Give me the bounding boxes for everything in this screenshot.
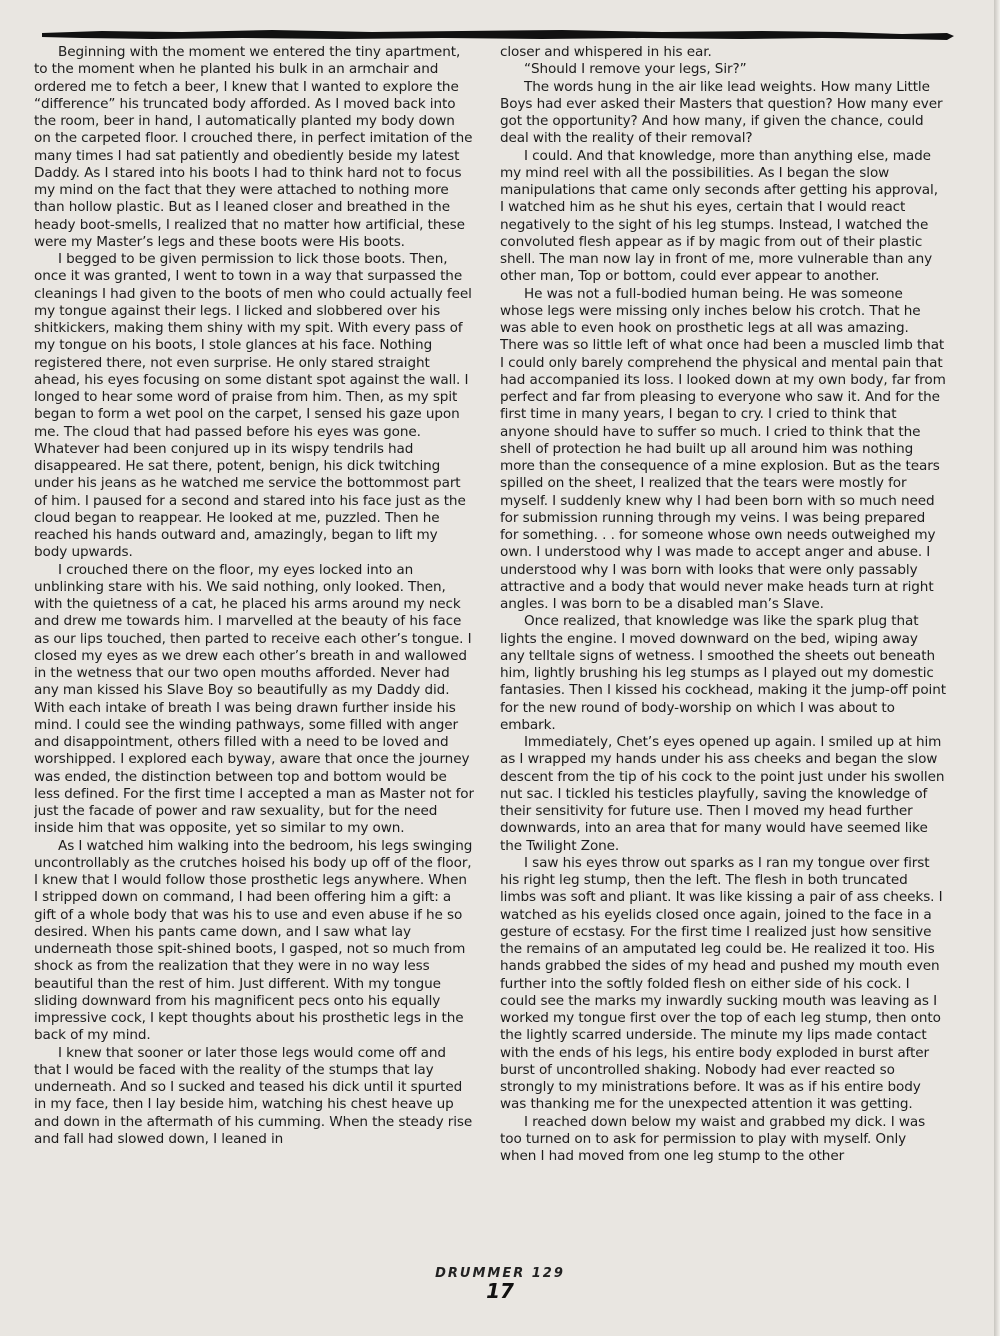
paragraph: As I watched him walking into the bedroom, his legs swinging uncontrollably as the crutches hoised his body up off of the floor, I knew that I would follow those prosthetic legs anywhere. When I stripped down on command, I had been offering him a gift: a gift of a whole body that was his to use and even abuse if he so desired. When his pants came down, and I saw what lay underneath those spit-shined boots, I gasped, not so much from shock as from the realization that they were in no way less beautiful than the rest of him. Just different. With my tongue sliding downward from his magnificent pecs onto his equally impressive cock, I kept thoughts about his prosthetic legs in the back of my mind. (34, 837, 473, 1044)
top-rule-brush-stroke (42, 26, 954, 44)
paragraph: I reached down below my waist and grabbed my dick. I was too turned on to ask for permission to play with myself. Only when I had moved from one leg stump to the other (500, 1113, 926, 1164)
paragraph: I begged to be given permission to lick those boots. Then, once it was granted, I went to town in a way that surpassed the cleanings I had given to the boots of men who could actually feel my tongue against their legs. I licked and slobbered over his shitkickers, making them shiny with my spit. With every pass of my tongue on his boots, I stole glances at his face. Nothing registered there, not even surprise. He only stared straight ahead, his eyes focusing on some distant spot against the wall. I longed to hear some word of praise from him. Then, as my spit began to form a wet pool on the carpet, I sensed his gaze upon me. The cloud that had passed before his eyes was gone. Whatever had been conjured up in its wispy tendrils had disappeared. He sat there, potent, benign, his dick twitching under his jeans as he watched me service the bottommost part of him. I paused for a second and stared into his face just as the cloud began to reappear. He looked at me, puzzled. Then he reached his hands outward and, amazingly, began to lift my body upwards. (34, 251, 472, 561)
paragraph: I crouched there on the floor, my eyes locked into an unblinking stare with his. We said nothing, only looked. Then, with the quietness of a cat, he placed his arms around my neck and drew me towards him. I marvelled at the beauty of his face as our lips touched, then parted to receive each other’s tongue. I closed my eyes as we drew each other’s breath in and wallowed in the wetness that our two open mouths afforded. Never had any man kissed his Slave Boy so beautifully as my Daddy did. With each intake of breath I was being drawn further inside his mind. I could see the winding pathways, some filled with anger and disappointment, others filled with a need to be loved and worshipped. I explored each byway, aware that once the journey was ended, the distinction between top and bottom would be less defined. For the first time I accepted a man as Master not for just the facade of power and raw sexuality, but for the need inside him that was opposite, yet so similar to my own. (34, 561, 474, 837)
page-edge-shadow (994, 0, 1000, 1336)
paragraph: The words hung in the air like lead weights. How many Little Boys had ever asked their Masters that question? How many ever got the opportunity? And how many, if given the chance, could deal with the reality of their removal? (500, 78, 943, 147)
article-right-column (500, 44, 946, 1254)
paragraph: Immediately, Chet’s eyes opened up again. I smiled up at him as I wrapped my hands under his ass cheeks and began the slow descent from the tip of his cock to the point just under his swollen nut sac. I tickled his testicles playfully, saving the knowledge of their sensitivity for future use. Then I moved my head further downwards, into an area that for many would have seemed like the Twilight Zone. (500, 734, 945, 854)
paragraph: Beginning with the moment we entered the tiny apartment, to the moment when he planted his bulk in an armchair and ordered me to fetch a beer, I knew that I wanted to explore the “difference” his truncated body afforded. As I moved back into the room, beer in hand, I automatically planted my body down on the carpeted floor. I crouched there, in perfect imitation of the many times I had sat patiently and obediently beside my latest Daddy. As I stared into his boots I had to think hard not to focus my mind on the fact that they were attached to nothing more than hollow plastic. But as I leaned closer and breathed in the heady boot-smells, I realized that no matter how artificial, these were my Master’s legs and these boots were His boots. (34, 44, 473, 250)
paragraph: I could. And that knowledge, more than anything else, made my mind reel with all the possibilities. As I began the slow manipulations that came only seconds after getting his approval, I watched him as he shut his eyes, certain that I would react negatively to the sight of his leg stumps. Instead, I watched the convoluted flesh appear as if by magic from out of their plastic shell. The man now lay in front of me, more vulnerable than any other man, Top or bottom, could ever appear to another. (500, 147, 938, 285)
paragraph: “Should I remove your legs, Sir?” (524, 61, 747, 78)
paragraph-continuation: closer and whispered in his ear. (500, 44, 712, 60)
publication-title: DRUMMER 129 (435, 1266, 565, 1281)
paragraph: Once realized, that knowledge was like the spark plug that lights the engine. I moved downward on the bed, wiping away any telltale signs of wetness. I smoothed the sheets out beneath him, lightly brushing his leg stumps as I played out my domestic fantasies. Then I kissed his cockhead, making it the jump-off point for the new round of body-worship on which I was about to embark. (500, 613, 946, 733)
paragraph: He was not a full-bodied human being. He was someone whose legs were missing only inches below his crotch. That he was able to even hook on prosthetic legs at all was amazing. There was so little left of what once had been a muscled limb that I could only barely comprehend the physical and mental pain that had accompanied its loss. I looked down at my own body, far from perfect and far from pleasing to everyone who saw it. And for the first time in many years, I began to cry. I cried to think that anyone should have to suffer so much. I cried to think that the shell of protection he had built up all around him was nothing more than the consequence of a mine explosion. But as the tears spilled on the sheet, I realized that the tears were mostly for myself. I suddenly knew why I had been born with so much need for submission running through my veins. I was being prepared for something. . . for someone whose own needs outweighed my own. I understood why I was made to accept anger and abuse. I understood why I was born with looks that were only passably attractive and a body that would never make heads turn at right angles. I was born to be a disabled man’s Slave. (500, 285, 946, 612)
paragraph: I saw his eyes throw out sparks as I ran my tongue over first his right leg stump, then the left. The flesh in both truncated limbs was soft and pliant. It was like kissing a pair of ass cheeks. I watched as his eyelids closed once again, joined to the face in a gesture of ecstasy. For the first time I realized just how sensitive the remains of an amputated leg could be. He realized it too. His hands grabbed the sides of my head and pushed my mouth even further into the softly folded flesh on either side of his cock. I could see the marks my inwardly sucking mouth was leaving as I worked my tongue first over the top of each leg stump, then onto the lightly scarred underside. The minute my lips made contact with the ends of his legs, his entire body exploded in burst after burst of uncontrolled shaking. Nobody had ever reacted so strongly to my ministrations before. It was as if his entire body was thanking me for the unexpected attention it was getting. (500, 854, 943, 1113)
article-left-column (34, 44, 474, 1254)
paragraph: I knew that sooner or later those legs would come off and that I would be faced with the reality of the stumps that lay underneath. And so I sucked and teased his dick until it spurted in my face, then I lay beside him, watching his chest heave up and down in the aftermath of his cumming. When the steady rise and fall had slowed down, I leaned in (34, 1044, 473, 1147)
page-number: 17 (486, 1279, 514, 1303)
